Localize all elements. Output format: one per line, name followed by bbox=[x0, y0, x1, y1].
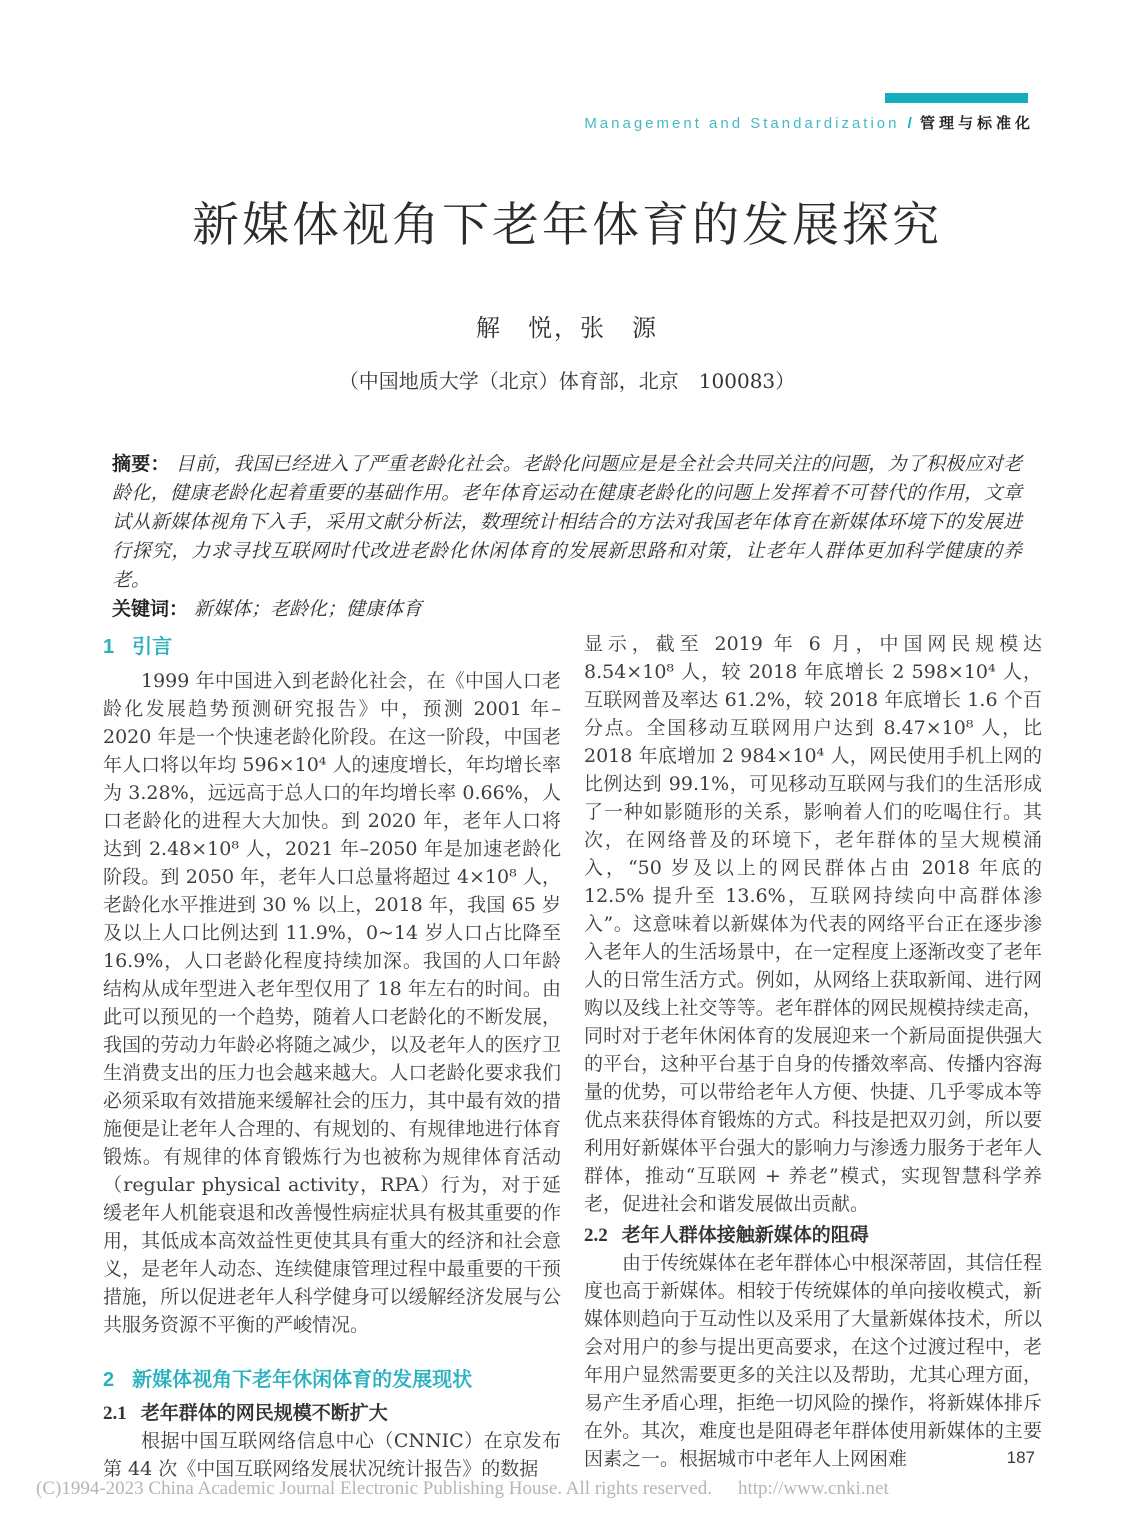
column-left bbox=[103, 630, 561, 1483]
subsection-heading-2-1 bbox=[103, 1398, 561, 1425]
authors-line: 解 悦，张 源 bbox=[476, 314, 658, 342]
paragraph-cnnic-report: 根据中国互联网络信息中心（CNNIC）在京发布第 44 次《中国互联网络发展状况统计报告》的数据 bbox=[103, 1430, 561, 1480]
keywords-text: 新媒体；老龄化；健康体育 bbox=[194, 598, 423, 620]
section-heading-1 bbox=[103, 630, 561, 659]
section-2-title: 新媒体视角下老年休闲体育的发展现状 bbox=[132, 1369, 473, 1391]
footer-copyright-line bbox=[36, 1478, 966, 1500]
abstract-block bbox=[112, 450, 1022, 624]
section-1-number: 1 bbox=[103, 636, 115, 658]
section-name-chinese: 管理与标准化 bbox=[919, 115, 1034, 132]
subsection-2-1-number: 2.1 bbox=[103, 1403, 127, 1424]
keywords-label: 关键词： bbox=[112, 599, 189, 620]
abstract-text: 目前，我国已经进入了严重老龄化社会。老龄化问题应是是全社会共同关注的问题，为了积极应对老龄化，健康老龄化起着重要的基础作用。老年体育运动在健康老龄化的问题上发挥着不可替代的作用，文章试从新媒体视角下入手，采用文献分析法，数理统计相结合的方法对我国老年体育在新媒体环境下的发展进行探究，力求寻找互联网时代改进老龄化休闲体育的发展新思路和对策，让老年人群体更加科学健康的养老。 bbox=[112, 453, 1022, 591]
cnki-url-text: http://www.cnki.net bbox=[737, 1478, 889, 1499]
article-title: 新媒体视角下老年体育的发展探究 bbox=[192, 198, 942, 253]
abstract-label: 摘要： bbox=[112, 454, 170, 475]
paragraph-netizen-scale: 显示，截至 2019 年 6 月，中国网民规模达 8.54×10⁸ 人，较 2018 年底增长 2 598×10⁴ 人，互联网普及率达 61.2%，较 2018 年底增长 1.6 个百分点。全国移动互联网用户达到 8.47×10⁸ 人，比 2018 年底增加 2 984×10⁴ 人，网民使用手机上网的比例达到 99.1%，可见移动互联网与我们的生活形成了一种如影随形的关系，影响着人们的吃喝住行。其次，在网络普及的环境下，老年群体的呈大规模涌入，“50 岁及以上的网民群体占由 2018 年底的 12.5% 提升至 13.6%，互联网持续向中高群体渗入”。这意味着以新媒体为代表的网络平台正在逐步渗入老年人的生活场景中，在一定程度上逐渐改变了老年人的日常生活方式。例如，从网络上获取新闻、进行网购以及线上社交等等。老年群体的网民规模持续走高，同时对于老年休闲体育的发展迎来一个新局面提供强大的平台，这种平台基于自身的传播效率高、传播内容海量的优势，可以带给老年人方便、快捷、几乎零成本等优点来获得体育锻炼的方式。科技是把双刃剑，所以要利用好新媒体平台强大的影响力与渗透力服务于老年人群体，推动“互联网 + 养老”模式，实现智慧科学养老，促进社会和谐发展做出贡献。 bbox=[584, 633, 1042, 1215]
section-name-english: Management and Standardization bbox=[584, 115, 900, 132]
page-number: 187 bbox=[1006, 1448, 1035, 1467]
subsection-2-2-title: 老年人群体接触新媒体的阻碍 bbox=[621, 1224, 869, 1246]
subsection-2-1-title: 老年群体的网民规模不断扩大 bbox=[140, 1402, 388, 1424]
header-accent-bar bbox=[885, 93, 1028, 103]
tagline-divider: / bbox=[907, 115, 912, 132]
column-right bbox=[584, 630, 1042, 1483]
journal-section-tagline bbox=[584, 112, 1034, 133]
subsection-heading-2-2 bbox=[584, 1220, 1042, 1247]
paragraph-introduction: 1999 年中国进入到老龄化社会，在《中国人口老龄化发展趋势预测研究报告》中，预测 2001 年–2020 年是一个快速老龄化阶段。在这一阶段，中国老年人口将以年均 596×10⁴ 人的速度增长，年均增长率为 3.28%，远远高于总人口的年均增长率 0.66%，人口老龄化的进程大大加快。到 2020 年，老年人口将达到 2.48×10⁸ 人，2021 年–2050 年是加速老龄化阶段。到 2050 年，老年人口总量将超过 4×10⁸ 人，老龄化水平推进到 30 % 以上，2018 年，我国 65 岁及以上人口比例达到 11.9%，0~14 岁人口占比降至 16.9%，人口老龄化程度持续加深。我国的人口年龄结构从成年型进入老年型仅用了 18 年左右的时间。由此可以预见的一个趋势，随着人口老龄化的不断发展，我国的劳动力年龄必将随之减少，以及老年人的医疗卫生消费支出的压力也会越来越大。人口老龄化要求我们必须采取有效措施来缓解社会的压力，其中最有效的措施便是让老年人合理的、有规划的、有规律地进行体育锻炼。有规律的体育锻炼行为也被称为规律体育活动（regular physical activity，RPA）行为，对于延缓老年人机能衰退和改善慢性病症状具有极其重要的作用，其低成本高效益性更使其具有重大的经济和社会意义，是老年人动态、连续健康管理过程中最重要的干预措施，所以促进老年人科学健身可以缓解经济发展与公共服务资源不平衡的严峻情况。 bbox=[103, 670, 561, 1336]
subsection-2-2-number: 2.2 bbox=[584, 1225, 608, 1246]
section-2-number: 2 bbox=[103, 1369, 115, 1391]
article-body bbox=[103, 630, 1043, 1483]
paragraph-media-obstacles: 由于传统媒体在老年群体心中根深蒂固，其信任程度也高于新媒体。相较于传统媒体的单向接收模式，新媒体则趋向于互动性以及采用了大量新媒体技术，所以会对用户的参与提出更高要求，在这个过渡过程中，老年用户显然需要更多的关注以及帮助，尤其心理方面，易产生矛盾心理，拒绝一切风险的操作，将新媒体排斥在外。其次，难度也是阻碍老年群体使用新媒体的主要因素之一。根据城市中老年人上网困难 bbox=[584, 1252, 1042, 1470]
section-1-title: 引言 bbox=[132, 636, 173, 658]
section-heading-2 bbox=[103, 1363, 561, 1392]
affiliation-line: （中国地质大学（北京）体育部，北京 100083） bbox=[338, 369, 796, 393]
keywords-line bbox=[112, 595, 1022, 624]
copyright-text: (C)1994-2023 China Academic Journal Electronic Publishing House. All rights reserved. bbox=[36, 1478, 712, 1499]
abstract-paragraph bbox=[112, 450, 1022, 595]
